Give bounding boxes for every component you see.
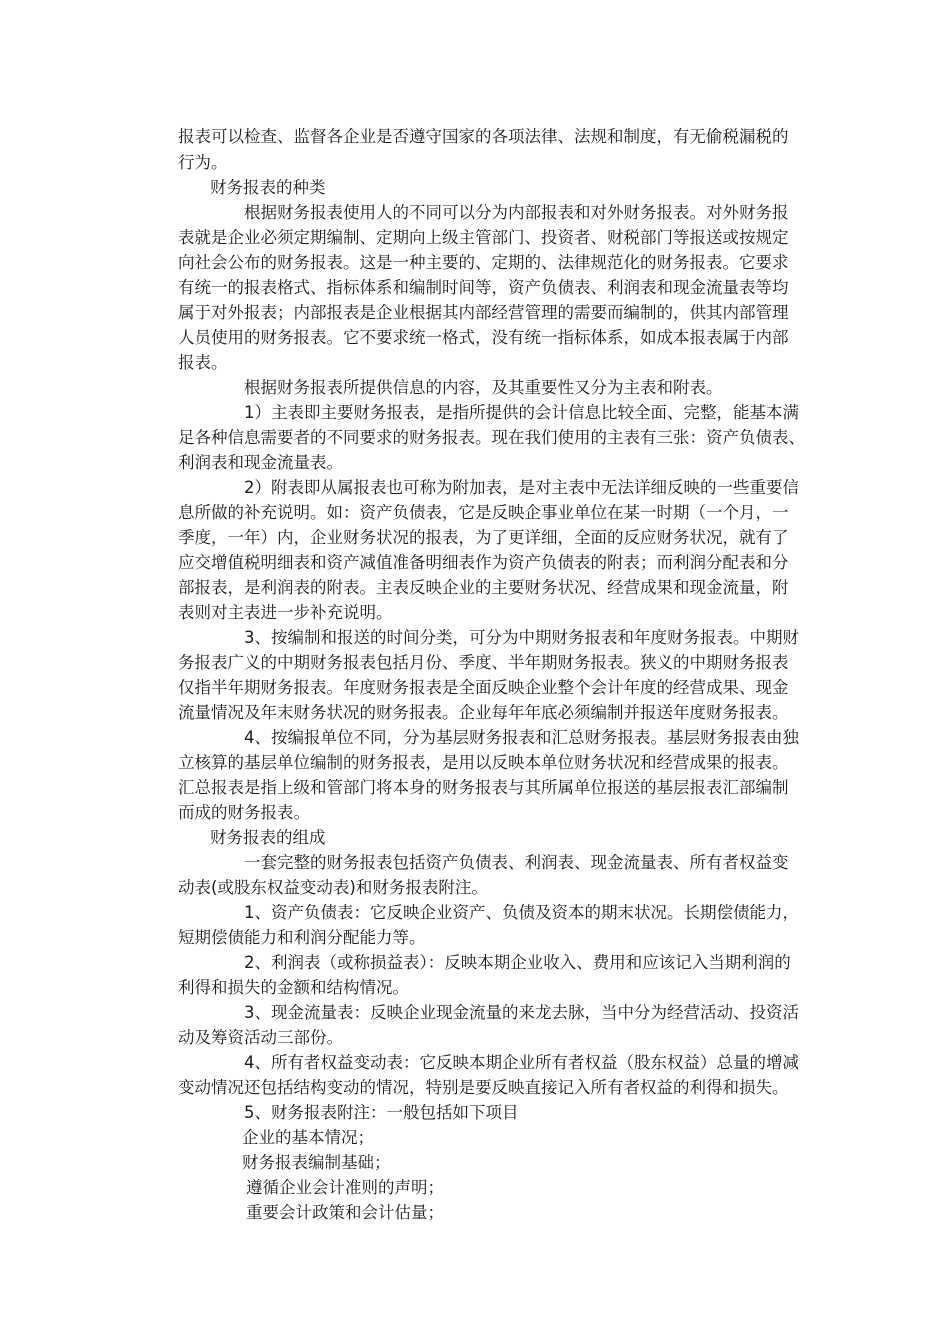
text-line: 息所做的补充说明。如：资产负债表，它是反映企事业单位在某一时期（一个月，一	[178, 503, 789, 522]
text-line: 立核算的基层单位编制的财务报表，是用以反映本单位财务状况和经营成果的报表。	[178, 753, 789, 772]
text-line: 利润表和现金流量表。	[178, 453, 343, 472]
section-heading: 财务报表的种类	[210, 178, 326, 197]
list-item: 遵循企业会计准则的声明；	[246, 1178, 444, 1197]
text-line: 5、财务报表附注：一般包括如下项目	[244, 1103, 519, 1122]
text-line: 变动情况还包括结构变动的情况，特别是要反映直接记入所有者权益的利得和损失。	[178, 1078, 789, 1097]
text-line: 利得和损失的金额和结构情况。	[178, 978, 409, 997]
text-line: 1、资产负债表：它反映企业资产、负债及资本的期末状况。长期偿债能力，	[244, 903, 799, 922]
text-line: 表则对主表进一步补充说明。	[178, 603, 393, 622]
text-line: 2）附表即从属报表也可称为附加表，是对主表中无法详细反映的一些重要信	[244, 478, 799, 497]
text-line: 而成的财务报表。	[178, 803, 310, 822]
section-heading: 财务报表的组成	[210, 828, 326, 847]
text-line: 2、利润表（或称损益表）：反映本期企业收入、费用和应该记入当期利润的	[244, 953, 791, 972]
text-line: 动及筹资活动三部份。	[178, 1028, 343, 1047]
text-line: 根据财务报表所提供信息的内容，及其重要性又分为主表和附表。	[244, 378, 723, 397]
text-line: 1）主表即主要财务报表，是指所提供的会计信息比较全面、完整，能基本满	[244, 403, 799, 422]
text-line: 4、所有者权益变动表：它反映本期企业所有者权益（股东权益）总量的增减	[244, 1053, 799, 1072]
text-line: 表就是企业必须定期编制、定期向上级主管部门、投资者、财税部门等报送或按规定	[178, 228, 789, 247]
text-line: 足各种信息需要者的不同要求的财务报表。现在我们使用的主表有三张：资产负债表、	[178, 428, 805, 447]
list-item: 重要会计政策和会计估量；	[246, 1203, 444, 1222]
text-line: 行为。	[178, 153, 228, 172]
text-line: 报表可以检查、监督各企业是否遵守国家的各项法律、法规和制度，有无偷税漏税的	[178, 127, 789, 146]
text-line: 有统一的报表格式、指标体系和编制时间等，资产负债表、利润表和现金流量表等均	[178, 278, 789, 297]
text-line: 短期偿债能力和利润分配能力等。	[178, 928, 426, 947]
text-line: 4、按编报单位不同，分为基层财务报表和汇总财务报表。基层财务报表由独	[244, 728, 799, 747]
list-item: 财务报表编制基础；	[242, 1153, 391, 1172]
text-line: 3、现金流量表：反映企业现金流量的来龙去脉，当中分为经营活动、投资活	[244, 1003, 799, 1022]
list-item: 企业的基本情况；	[242, 1128, 374, 1147]
text-line: 属于对外报表；内部报表是企业根据其内部经营管理的需要而编制的，供其内部管理	[178, 303, 789, 322]
text-line: 应交增值税明细表和资产减值准备明细表作为资产负债表的附表；而利润分配表和分	[178, 553, 789, 572]
text-line: 向社会公布的财务报表。这是一种主要的、定期的、法律规范化的财务报表。它要求	[178, 253, 789, 272]
text-line: 一套完整的财务报表包括资产负债表、利润表、现金流量表、所有者权益变	[244, 853, 789, 872]
text-line: 季度，一年）内，企业财务状况的报表，为了更详细，全面的反应财务状况，就有了	[178, 528, 789, 547]
text-line: 流量情况及年末财务状况的财务报表。企业每年年底必须编制并报送年度财务报表。	[178, 703, 789, 722]
text-line: 汇总报表是指上级和管部门将本身的财务报表与其所属单位报送的基层报表汇部编制	[178, 778, 789, 797]
text-line: 3、按编制和报送的时间分类，可分为中期财务报表和年度财务报表。中期财	[244, 628, 799, 647]
text-line: 根据财务报表使用人的不同可以分为内部报表和对外财务报表。对外财务报	[244, 203, 789, 222]
text-line: 报表。	[178, 353, 228, 372]
text-line: 务报表广义的中期财务报表包括月份、季度、半年期财务报表。狭义的中期财务报表	[178, 653, 789, 672]
text-line: 人员使用的财务报表。它不要求统一格式，没有统一指标体系，如成本报表属于内部	[178, 328, 789, 347]
text-line: 部报表，是利润表的附表。主表反映企业的主要财务状况、经营成果和现金流量，附	[178, 578, 789, 597]
text-line: 仅指半年期财务报表。年度财务报表是全面反映企业整个会计年度的经营成果、现金	[178, 678, 789, 697]
text-line: 动表(或股东权益变动表)和财务报表附注。	[178, 878, 488, 897]
